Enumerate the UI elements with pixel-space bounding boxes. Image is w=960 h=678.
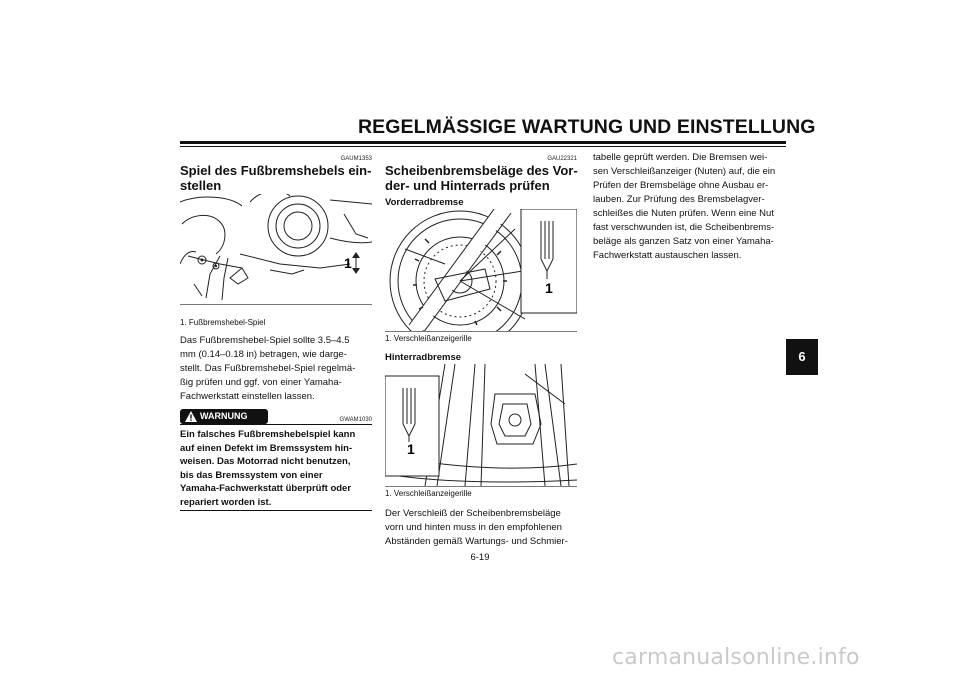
warning-triangle-icon [185,411,197,422]
figure-caption-front: 1. Verschleißanzeigerille [385,334,472,343]
page-number: 6-19 [470,552,490,563]
section-heading-brake-pedal: Spiel des Fußbremshebels ein- stellen [180,163,372,193]
figure-brake-pedal [180,194,372,305]
rear-brake-illustration [385,364,577,486]
figure-callout: 1 [545,280,553,296]
figure-rear-brake [385,364,577,487]
warning-label: WARNUNG [200,411,248,421]
figure-caption-rear: 1. Verschleißanzeigerille [385,489,472,498]
brake-pedal-illustration [180,194,372,304]
section-heading-brake-pads: Scheibenbremsbeläge des Vor- der- und Hinterrads prüfen [385,163,578,193]
warning-text: Ein falsches Fußbremshebelspiel kann auf einen Defekt im Bremssystem hin- weisen. Das Motorrad nicht benutzen, bis das Bremssystem von einer Yamaha-Fachwerkstatt überprüft oder repariert worden ist. [180,429,356,508]
body-text-brake-pads-continued: tabelle geprüft werden. Die Bremsen wei- sen Verschleißanzeiger (Nuten) auf, die ein Prüfen der Bremsbeläge ohne Ausbau er- lauben. Zur Prüfung des Bremsbelagver- schleißes die Nuten prüfen. Wenn eine Nut fast verschwunden ist, die Scheibenbrems- beläge als ganzen Satz von einer Yamaha- Fachwerkstatt austauschen lassen. [593,152,776,261]
header-rule-thin [180,146,786,147]
watermark: carmanualsonline.info [612,645,860,670]
subheading-rear-brake: Hinterradbremse [385,352,462,363]
chapter-tab: 6 [786,339,818,375]
warning-rule-top [180,424,372,425]
header-rule-thick [180,141,786,144]
subheading-front-brake: Vorderradbremse [385,197,464,208]
warning-rule-bottom [180,510,372,511]
figure-caption: 1. Fußbremshebel-Spiel [180,318,266,327]
section-code: GAU22321 [547,156,577,162]
page-header-title: REGELMÄSSIGE WARTUNG UND EINSTELLUNG [358,116,816,138]
figure-callout: 1 [407,441,415,457]
warning-badge [180,409,268,424]
front-brake-illustration [385,209,577,331]
body-text-brake-pedal: Das Fußbremshebel-Spiel sollte 3.5–4.5 mm (0.14–0.18 in) betragen, wie darge- stellt. Das Fußbremshebel-Spiel regelmä- ßig prüfen und ggf. von einer Yamaha- Fachwerkstatt einstellen lassen. [180,335,356,402]
figure-front-brake [385,209,577,332]
warning-code: GWAM1030 [339,417,372,423]
figure-callout: 1 [344,255,352,271]
body-text-brake-pads: Der Verschleiß der Scheibenbremsbeläge vorn und hinten muss in den empfohlenen Abständen gemäß Wartungs- und Schmier- [385,508,568,547]
section-code: GAUM1353 [340,156,372,162]
